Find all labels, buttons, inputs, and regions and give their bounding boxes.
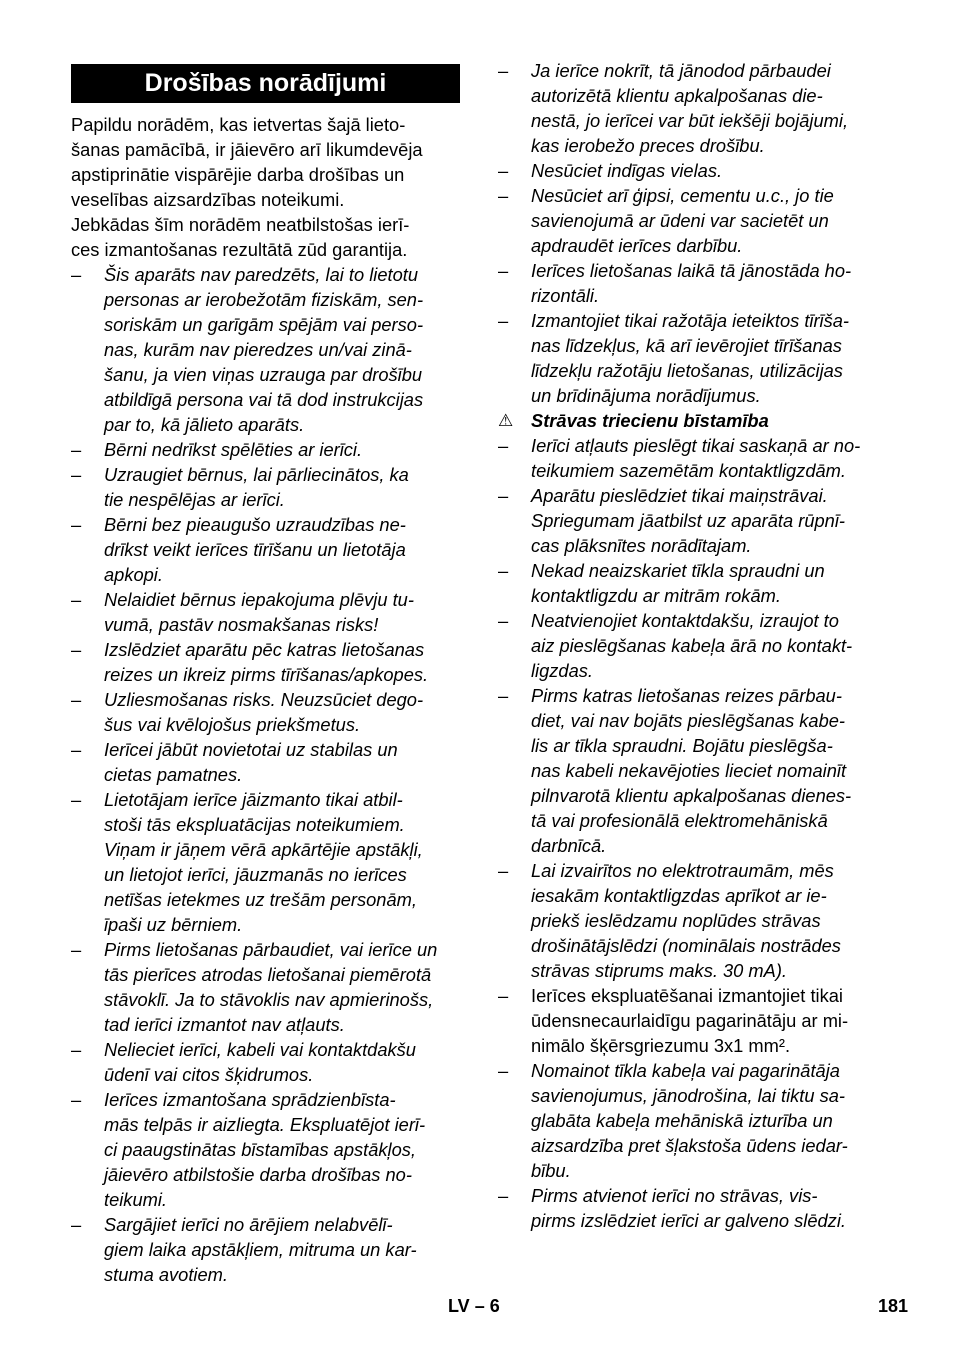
list-item xyxy=(498,1058,890,1183)
list-item xyxy=(498,858,890,983)
list-item xyxy=(498,58,890,158)
page-number: 181 xyxy=(878,1296,909,1316)
dash-bullet: – xyxy=(498,160,509,181)
list-item-text: Aparātu pieslēdziet tikai maiņstrāvai. Spriegumam jāatbilst uz aparāta rūpnī- cas plāksnītes norādītajam. xyxy=(531,485,845,556)
list-item-text: Ierīces lietošanas laikā tā jānostāda ho- rizontāli. xyxy=(531,260,852,306)
list-item xyxy=(498,608,890,683)
dash-bullet: – xyxy=(498,860,509,881)
list-item-text: Lietotājam ierīce jāizmanto tikai atbil- stoši tās ekspluatācijas noteikumiem. Viņam ir jāņem vērā apkārtējie apstākļi, un lietojot ierīci, jāuzmanās no ierīces netīšas ietekmes uz trešām personām, īpaši uz bērniem. xyxy=(104,789,423,935)
list-item xyxy=(498,183,890,258)
list-item-text: Izmantojiet tikai ražotāja ieteiktos tīrīša- nas līdzekļus, kā arī ievērojiet tīrīšanas līdzekļu ražotāju lietošanas, utilizācijas un brīdinājuma norādījumus. xyxy=(531,310,850,406)
list-item xyxy=(498,433,890,483)
list-item xyxy=(498,258,890,308)
intro-text xyxy=(71,112,463,262)
list-item xyxy=(498,1183,890,1233)
list-item xyxy=(71,1087,463,1212)
list-item-text: Ierīcei jābūt novietotai uz stabilas un cietas pamatnes. xyxy=(104,739,398,785)
list-item-text: Pirms katras lietošanas reizes pārbau- diet, vai nav bojāts pieslēgšanas kabe- lis ar tīkla spraudni. Bojātu pieslēgša- nas kabeli nekavējoties lieciet nomainīt pilnvarotā klientu apkalpošanas dienes- tā vai profesionālā elektromehāniskā darbnīcā. xyxy=(531,685,852,856)
list-item-text: Ierīces ekspluatēšanai izmantojiet tikai ūdensnecaurlaidīgu pagarinātāju ar mi- nimālo šķērsgriezumu 3x1 mm². xyxy=(531,985,849,1056)
list-item xyxy=(498,483,890,558)
list-item-text: Nekad neaizskariet tīkla spraudni un kontaktligzdu ar mitrām rokām. xyxy=(531,560,825,606)
dash-bullet: – xyxy=(71,514,82,535)
list-item-text: Bērni nedrīkst spēlēties ar ierīci. xyxy=(104,439,363,460)
safety-list-left xyxy=(71,262,463,1287)
list-item xyxy=(498,158,890,183)
list-item-text: Ierīci atļauts pieslēgt tikai saskaņā ar no- teikumiem sazemētām kontaktligzdām. xyxy=(531,435,861,481)
language-code: LV xyxy=(448,1296,470,1316)
dash-bullet: – xyxy=(71,264,82,285)
list-item-text: Nelaidiet bērnus iepakojuma plēvju tu- vumā, pastāv nosmakšanas risks! xyxy=(104,589,414,635)
list-item xyxy=(498,308,890,408)
dash-bullet: – xyxy=(71,464,82,485)
section-page: – 6 xyxy=(474,1296,500,1316)
list-item xyxy=(498,558,890,608)
intro-paragraph: Jebkādas šīm norādēm neatbilstošas ierī- ces izmantošanas rezultātā zūd garantija. xyxy=(71,214,410,260)
intro-paragraph: Papildu norādēm, kas ietvertas šajā lieto- šanas pamācībā, ir jāievēro arī likumdevēja apstiprinātie vispārējie darba drošības un veselības aizsardzības noteikumi. xyxy=(71,114,423,210)
list-item xyxy=(71,462,463,512)
dash-bullet: – xyxy=(71,739,82,760)
dash-bullet: – xyxy=(498,610,509,631)
list-item xyxy=(71,512,463,587)
list-item-text: Uzliesmošanas risks. Neuzsūciet dego- šus vai kvēlojošus priekšmetus. xyxy=(104,689,424,735)
dash-bullet: – xyxy=(71,789,82,810)
list-item-text: Sargājiet ierīci no ārējiem nelabvēlī- giem laika apstākļiem, mitruma un kar- stuma avotiem. xyxy=(104,1214,417,1285)
dash-bullet: – xyxy=(498,985,509,1006)
list-item xyxy=(71,262,463,437)
list-item-text: Izslēdziet aparātu pēc katras lietošanas reizes un ikreiz pirms tīrīšanas/apkopes. xyxy=(104,639,429,685)
list-item xyxy=(71,437,463,462)
dash-bullet: – xyxy=(71,689,82,710)
dash-bullet: – xyxy=(498,260,509,281)
dash-bullet: – xyxy=(71,1089,82,1110)
dash-bullet: – xyxy=(498,485,509,506)
list-item-text: Bērni bez pieaugušo uzraudzības ne- drīkst veikt ierīces tīrīšanu un lietotāja apkopi. xyxy=(104,514,406,585)
dash-bullet: – xyxy=(71,589,82,610)
dash-bullet: – xyxy=(71,1039,82,1060)
dash-bullet: – xyxy=(71,1214,82,1235)
list-item-text: Nomainot tīkla kabeļa vai pagarinātāja savienojumus, jānodrošina, lai tiktu sa- glabāta kabeļa mehāniskā izturība un aizsardzība pret šļakstoša ūdens iedar- bību. xyxy=(531,1060,848,1181)
dash-bullet: – xyxy=(71,939,82,960)
left-column xyxy=(71,58,463,1287)
list-item-text: Nelieciet ierīci, kabeli vai kontaktdakšu ūdenī vai citos šķidrumos. xyxy=(104,1039,416,1085)
list-item xyxy=(498,683,890,858)
list-item xyxy=(71,787,463,937)
list-item-text: Šis aparāts nav paredzēts, lai to lietotu personas ar ierobežotām fiziskām, sen- soriskām un garīgām spējām vai perso- nas, kurām nav pieredzes un/vai zinā- šanu, ja vien viņas uzrauga par drošību atbildīgā persona vai tā dod instrukcijas par to, kā jālieto aparāts. xyxy=(104,264,424,435)
safety-list-right xyxy=(498,58,890,1233)
list-item-text: Pirms lietošanas pārbaudiet, vai ierīce un tās pierīces atrodas lietošanai piemērotā stāvoklī. Ja to stāvoklis nav apmierinošs, tad ierīci izmantot nav atļauts. xyxy=(104,939,438,1035)
warning-title: Strāvas triecienu bīstamība xyxy=(531,410,769,431)
list-item-text: Nesūciet arī ģipsi, cementu u.c., jo tie savienojumā ar ūdeni var sacietēt un apdraudēt ierīces darbību. xyxy=(531,185,834,256)
warning-triangle-icon: ⚠ xyxy=(498,411,514,430)
dash-bullet: – xyxy=(498,560,509,581)
dash-bullet: – xyxy=(498,310,509,331)
list-item-text: Uzraugiet bērnus, lai pārliecinātos, ka tie nespēlējas ar ierīci. xyxy=(104,464,409,510)
dash-bullet: – xyxy=(498,185,509,206)
list-item-text: Nesūciet indīgas vielas. xyxy=(531,160,723,181)
section-heading: Drošības norādījumi xyxy=(71,64,460,103)
list-item xyxy=(71,737,463,787)
list-item xyxy=(71,587,463,637)
footer-language xyxy=(448,1296,500,1317)
list-item-text: Neatvienojiet kontaktdakšu, izraujot to aiz pieslēgšanas kabeļa ārā no kontakt- ligzdas. xyxy=(531,610,853,681)
dash-bullet: – xyxy=(498,1185,509,1206)
list-item xyxy=(71,937,463,1037)
list-item xyxy=(71,1037,463,1087)
list-item-text: Ierīces izmantošana sprādzienbīsta- mās telpās ir aizliegta. Ekspluatējot ierī- ci paaugstinātas bīstamības apstākļos, jāievēro atbilstošie darba drošības no- teikumi. xyxy=(104,1089,426,1210)
list-item-text: Ja ierīce nokrīt, tā jānodod pārbaudei autorizētā klientu apkalpošanas die- nestā, jo ierīcei var būt iekšēji bojājumi, kas ierobežo preces drošību. xyxy=(531,60,849,156)
list-item-text: Pirms atvienot ierīci no strāvas, vis- pirms izslēdziet ierīci ar galveno slēdzi. xyxy=(531,1185,846,1231)
list-item xyxy=(71,1212,463,1287)
list-item xyxy=(71,637,463,687)
dash-bullet: – xyxy=(71,639,82,660)
electric-shock-warning xyxy=(498,408,890,433)
right-column xyxy=(498,58,890,1233)
dash-bullet: – xyxy=(498,435,509,456)
list-item-text: Lai izvairītos no elektrotraumām, mēs iesakām kontaktligzdas aprīkot ar ie- priekš ieslēdzamu noplūdes strāvas drošinātājslēdzi (nominālais nostrādes strāvas stiprums maks. 30 mA). xyxy=(531,860,841,981)
list-item xyxy=(498,983,890,1058)
dash-bullet: – xyxy=(71,439,82,460)
list-item xyxy=(71,687,463,737)
dash-bullet: – xyxy=(498,685,509,706)
dash-bullet: – xyxy=(498,1060,509,1081)
dash-bullet: – xyxy=(498,60,509,81)
